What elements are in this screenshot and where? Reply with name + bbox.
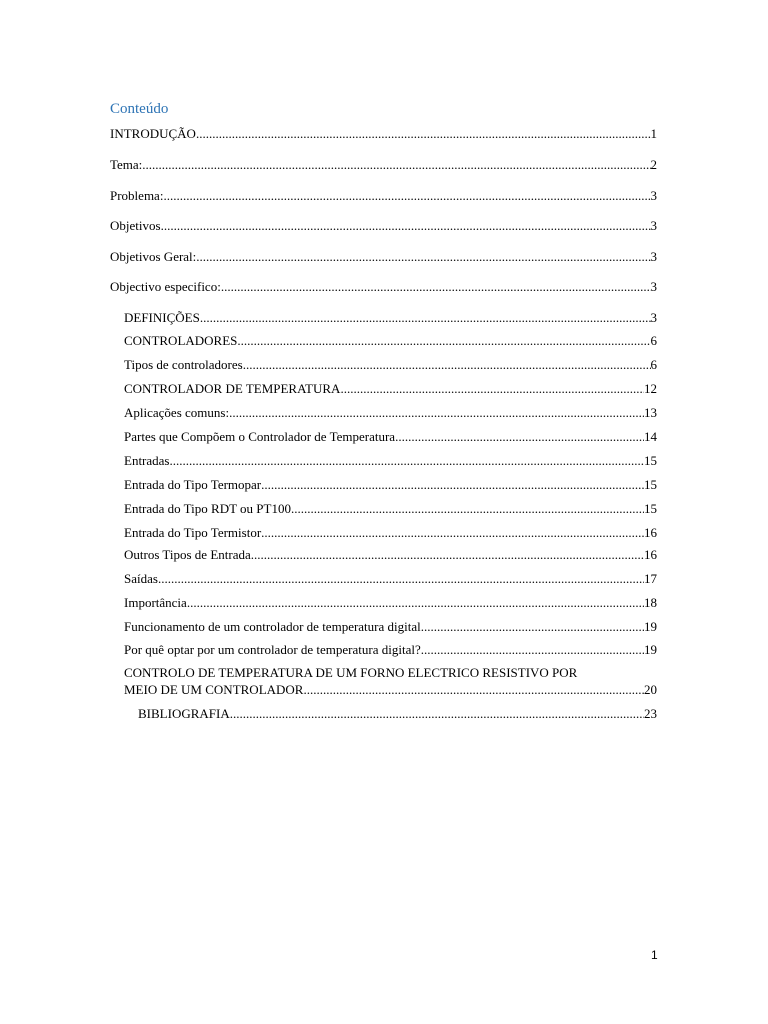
toc-entry-label: BIBLIOGRAFIA	[138, 706, 230, 721]
toc-entry-label: Partes que Compõem o Controlador de Temperatura	[124, 429, 396, 444]
toc-leader-dots	[163, 188, 650, 204]
toc-entry-page: 16	[644, 547, 657, 562]
toc-leader-dots	[169, 453, 644, 469]
toc-entry-outros-tipos-entrada[interactable]	[124, 547, 657, 563]
toc-entry-label: INTRODUÇÃO	[110, 126, 196, 141]
toc-entry-label: Entrada do Tipo Termopar	[124, 477, 262, 492]
toc-entry-page: 2	[650, 157, 657, 172]
toc-entry-funcionamento[interactable]	[124, 619, 657, 635]
toc-entry-tipos-de-controladores[interactable]	[124, 357, 657, 373]
toc-entry-page: 15	[644, 453, 657, 468]
toc-entry-partes-que-compoem[interactable]	[124, 429, 657, 445]
toc-entry-page: 18	[644, 595, 657, 610]
toc-entry-page: 13	[644, 405, 657, 420]
toc-leader-dots	[196, 249, 650, 265]
toc-leader-dots	[196, 126, 651, 142]
toc-entry-definicoes[interactable]	[124, 310, 657, 326]
toc-entry-tema[interactable]	[110, 157, 657, 173]
toc-leader-dots	[340, 381, 644, 397]
toc-entry-label: Entrada do Tipo RDT ou PT100	[124, 501, 291, 516]
toc-entry-problema[interactable]	[110, 188, 657, 204]
toc-leader-dots	[158, 571, 644, 587]
toc-leader-dots	[161, 218, 651, 234]
toc-entry-entrada-rdt-pt100[interactable]	[124, 501, 657, 517]
toc-entry-page: 3	[650, 249, 657, 264]
toc-leader-dots	[395, 429, 644, 445]
toc-entry-objectivo-especifico[interactable]	[110, 279, 657, 295]
toc-entry-importancia[interactable]	[124, 595, 657, 611]
toc-entry-saidas[interactable]	[124, 571, 657, 587]
toc-entry-controlo-de-temperatura[interactable]	[124, 664, 657, 698]
toc-entry-page: 16	[644, 525, 657, 540]
toc-entry-label: Outros Tipos de Entrada	[124, 547, 251, 562]
toc-entry-label: CONTROLADORES	[124, 333, 238, 348]
toc-entry-label: Objectivo especifico:	[110, 279, 221, 294]
toc-entry-label: Problema:	[110, 188, 164, 203]
toc-entry-label: Tipos de controladores	[124, 357, 243, 372]
toc-leader-dots	[230, 706, 644, 722]
toc-entry-controladores[interactable]	[124, 333, 657, 349]
toc-leader-dots	[200, 310, 651, 326]
toc-entry-page: 15	[644, 501, 657, 516]
toc-entry-bibliografia[interactable]	[138, 706, 657, 722]
toc-entry-label: Saídas	[124, 571, 158, 586]
toc-entry-page: 3	[650, 310, 657, 325]
toc-entry-page: 12	[644, 381, 657, 396]
toc-entry-objetivos-geral[interactable]	[110, 249, 657, 265]
toc-entry-page: 23	[644, 706, 657, 721]
toc-entry-page: 3	[650, 188, 657, 203]
toc-entry-entrada-termopar[interactable]	[124, 477, 657, 493]
toc-entry-label-line1: CONTROLO DE TEMPERATURA DE UM FORNO ELECTRICO RESISTIVO POR	[124, 665, 578, 680]
toc-entry-page: 20	[644, 682, 657, 697]
toc-entry-page: 6	[650, 357, 657, 372]
toc-leader-dots	[229, 405, 644, 421]
toc-entry-line2	[124, 681, 657, 698]
toc-entry-label: Entradas	[124, 453, 170, 468]
toc-entry-label: Objetivos	[110, 218, 161, 233]
toc-entry-entrada-termistor[interactable]	[124, 525, 657, 541]
toc-entry-page: 14	[644, 429, 657, 444]
toc-leader-dots	[421, 619, 644, 635]
toc-entry-page: 19	[644, 642, 657, 657]
toc-entry-aplicacoes-comuns[interactable]	[124, 405, 657, 421]
toc-entry-label: Entrada do Tipo Termistor	[124, 525, 262, 540]
toc-entry-label: Por quê optar por um controlador de temperatura digital?	[124, 642, 421, 657]
toc-entry-por-que-optar[interactable]	[124, 642, 657, 658]
toc-entry-label: DEFINIÇÕES	[124, 310, 200, 325]
toc-entry-label: Objetivos Geral:	[110, 249, 197, 264]
toc-leader-dots	[303, 681, 644, 698]
toc-entry-introducao[interactable]	[110, 126, 657, 142]
toc-entry-controlador-de-temperatura[interactable]	[124, 381, 657, 397]
toc-entry-page: 3	[650, 218, 657, 233]
toc-leader-dots	[237, 333, 650, 349]
toc-entry-label: Importância	[124, 595, 187, 610]
toc-leader-dots	[243, 357, 651, 373]
toc-entry-page: 1	[650, 126, 657, 141]
toc-entry-entradas[interactable]	[124, 453, 657, 469]
toc-entry-label: Aplicações comuns:	[124, 405, 230, 420]
toc-entry-label-line2: MEIO DE UM CONTROLADOR	[124, 682, 304, 697]
toc-leader-dots	[142, 157, 650, 173]
toc-entry-page: 3	[650, 279, 657, 294]
toc-entry-page: 17	[644, 571, 657, 586]
toc-entry-page: 15	[644, 477, 657, 492]
toc-heading: Conteúdo	[110, 101, 169, 117]
toc-entry-label: Tema:	[110, 157, 143, 172]
toc-leader-dots	[221, 279, 651, 295]
toc-leader-dots	[421, 642, 644, 658]
page-number: 1	[651, 948, 658, 962]
toc-entry-objetivos[interactable]	[110, 218, 657, 234]
toc-entry-page: 6	[650, 333, 657, 348]
toc-leader-dots	[291, 501, 644, 517]
toc-entry-label: CONTROLADOR DE TEMPERATURA	[124, 381, 341, 396]
toc-leader-dots	[187, 595, 644, 611]
toc-leader-dots	[261, 477, 644, 493]
toc-entry-page: 19	[644, 619, 657, 634]
toc-leader-dots	[261, 525, 644, 541]
toc-entry-label: Funcionamento de um controlador de temperatura digital	[124, 619, 421, 634]
toc-leader-dots	[251, 547, 644, 563]
